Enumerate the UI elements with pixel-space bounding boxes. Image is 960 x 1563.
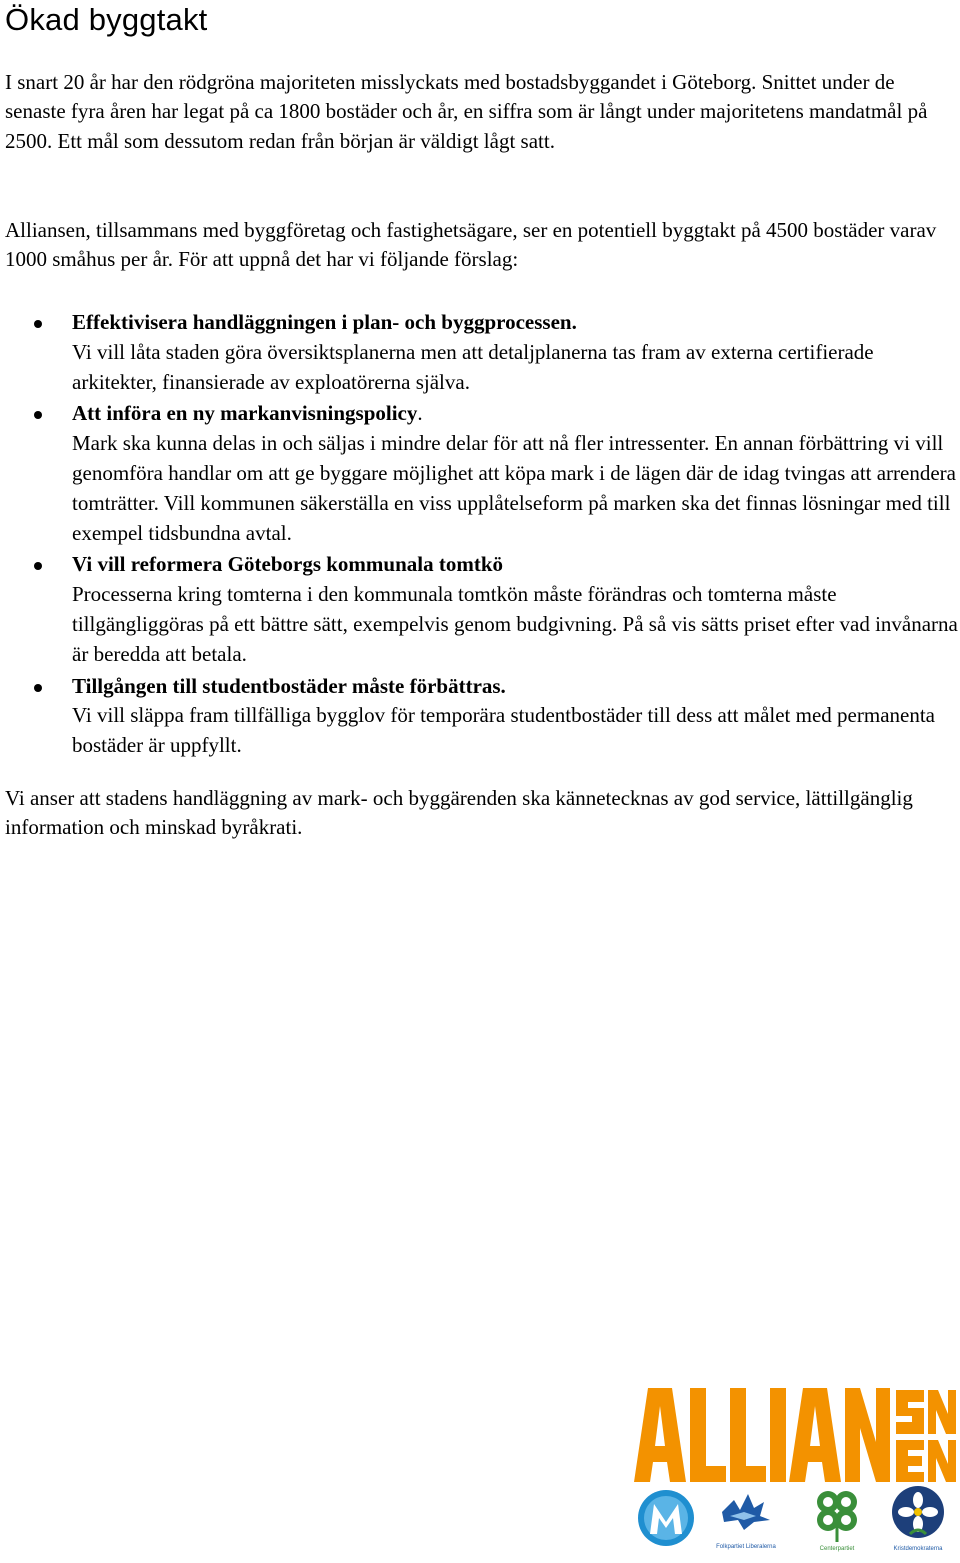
proposal-heading: Vi vill reformera Göteborgs kommunala tomtkö (72, 552, 504, 577)
closing-paragraph: Vi anser att stadens handläggning av mark- och byggärenden ska kännetecknas av god service, lättillgänglig information och minskad byråkrati. (5, 786, 913, 840)
alliance-paragraph: Alliansen, tillsammans med byggföretag och fastighetsägare, ser en potentiell byggtakt på 4500 bostäder varav 1000 småhus per år. För att uppnå det har vi följande förslag: (5, 218, 937, 272)
proposal-heading: Tillgången till studentbostäder måste förbättras. (72, 673, 506, 698)
alliansen-wordmark (634, 1386, 958, 1486)
proposal-heading: Effektivisera handläggningen i plan- och byggprocessen. (72, 310, 577, 334)
party-label: Centerpartiet (819, 1546, 855, 1552)
bullet-icon (34, 562, 42, 570)
folkpartiet-logo (704, 1482, 788, 1558)
proposal-body: Processerna kring tomterna i den kommunala tomtkön måste förändras och tomterna måste tillgängliggöras på ett bättre sätt, exempelvis genom budgivning. På så vis sätts priset efter vad invånarna är beredda att betala. (72, 582, 958, 666)
intro-paragraph: I snart 20 år har den rödgröna majoriteten misslyckats med bostadsbyggandet i Göteborg. Snittet under de senaste fyra åren har legat på ca 1800 bostäder och år, en siffra som är långt under majoritetens mandatmål på 2500. Ett mål som dessutom redan från början är väldigt lågt satt. (5, 70, 928, 153)
kristdemokraterna-logo (880, 1482, 956, 1558)
proposal-item (0, 672, 960, 761)
proposal-body: Mark ska kunna delas in och säljas i mindre delar för att nå fler intressenter. En annan förbättring vi vill genomföra handlar om att ge byggare möjlighet att köpa mark i de lägen där de idag tvingas att arrendera tomträtter. Vill kommunen säkerställa en viss upplåtelseform på marken ska det finnas lösningar med till exempel tidsbundna avtal. (72, 431, 956, 545)
alliansen-logo (634, 1386, 958, 1561)
proposal-item (0, 399, 960, 548)
bullet-icon (34, 411, 42, 419)
bullet-icon (34, 684, 42, 692)
proposal-heading-tail: . (417, 401, 423, 426)
proposal-body: Vi vill släppa fram tillfälliga bygglov för temporära studentbostäder till dess att målet med permanenta bostäder är uppfyllt. (72, 703, 935, 758)
proposal-heading: Att införa en ny markanvisningspolicy (72, 401, 418, 426)
proposal-item (0, 550, 960, 669)
document-title: Ökad byggtakt (5, 2, 208, 37)
centerpartiet-logo (802, 1482, 872, 1558)
bullet-icon (34, 320, 42, 328)
proposal-item (0, 308, 960, 397)
flower-icon (880, 1482, 956, 1544)
party-label: Folkpartiet Liberalerna (716, 1544, 776, 1550)
proposal-list (0, 308, 960, 763)
party-label: Kristdemokraterna (893, 1546, 943, 1552)
proposal-body: Vi vill låta staden göra översiktsplanerna men att detaljplanerna tas fram av externa certifierade arkitekter, finansierade av exploatörerna själva. (72, 339, 874, 394)
moderaterna-logo-icon (636, 1482, 696, 1554)
clover-icon (802, 1482, 872, 1544)
folkpartiet-bird-icon (704, 1482, 788, 1542)
